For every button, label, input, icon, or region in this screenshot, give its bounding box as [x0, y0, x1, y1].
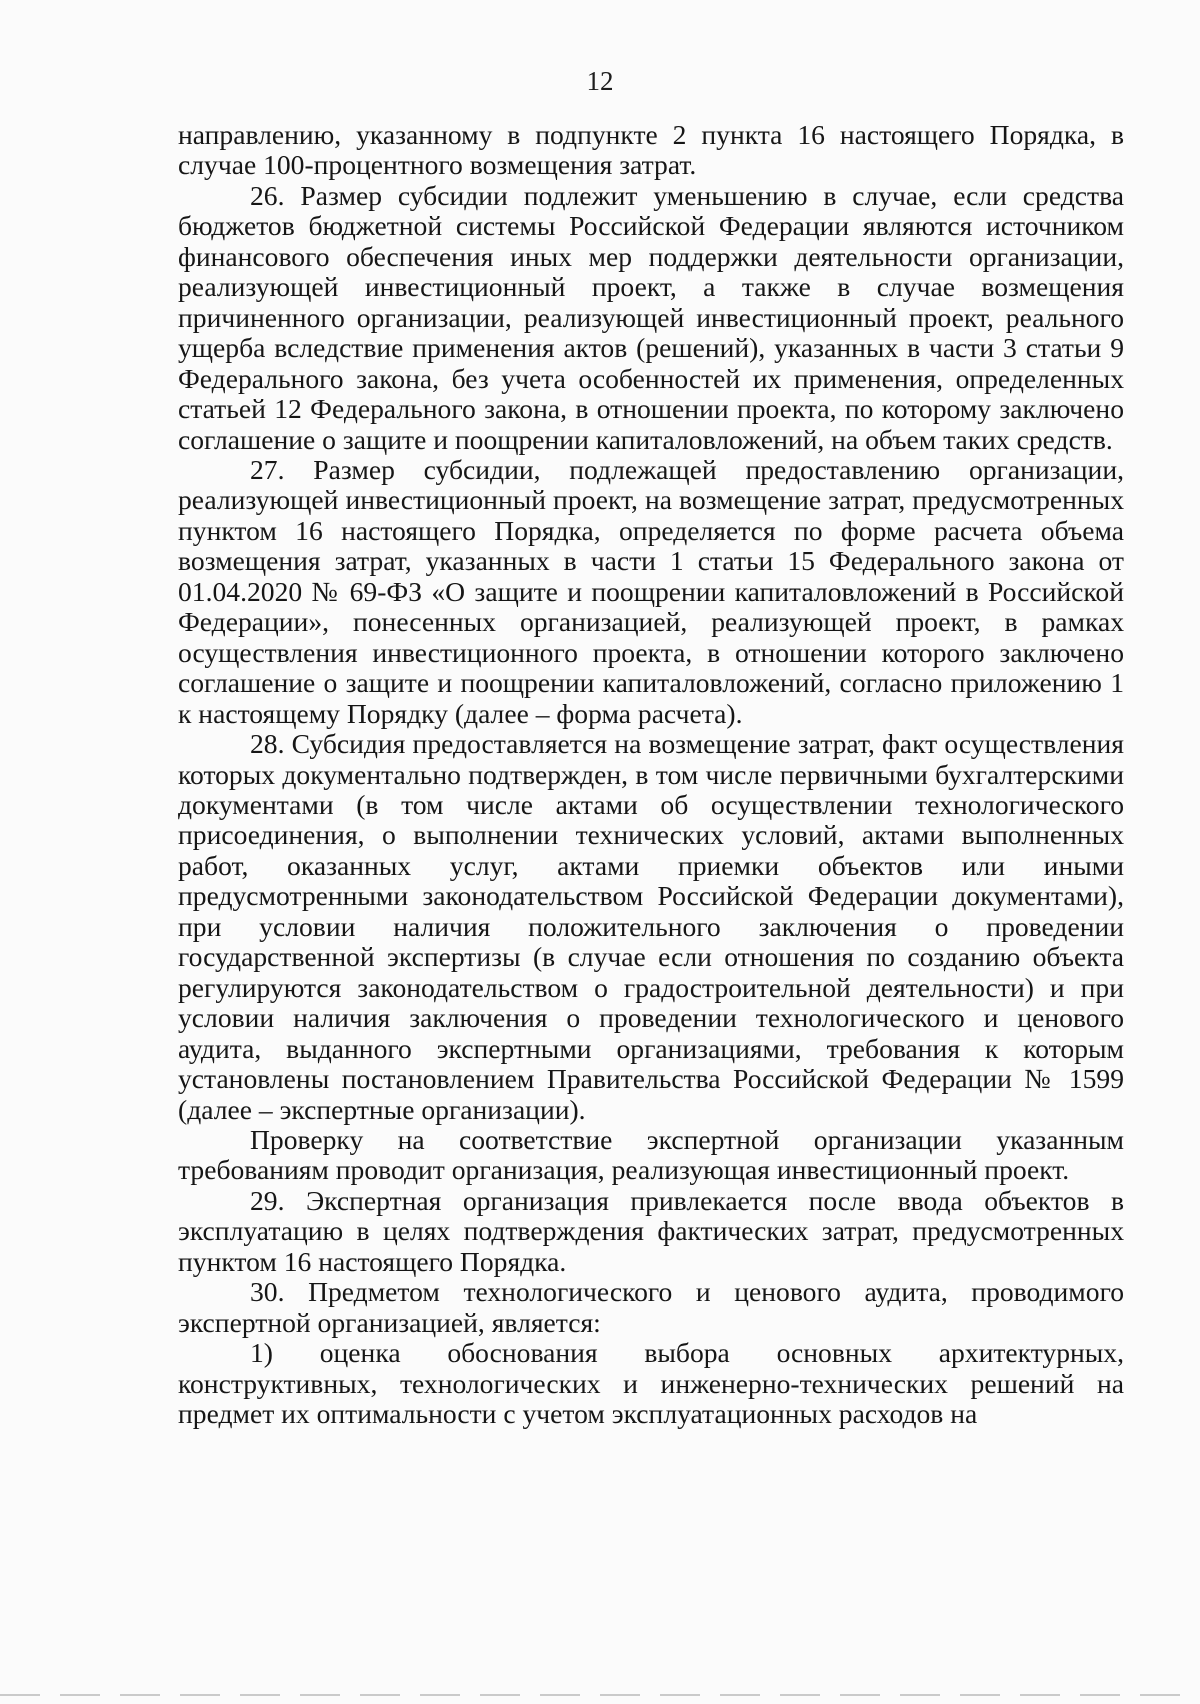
- page-number: 12: [586, 66, 614, 96]
- paragraph-item-26: 26. Размер субсидии подлежит уменьшению в случае, если средства бюджетов бюджетной системы Российской Федерации являются источником финансового обеспечения иных мер поддержки деятельности организации, реализующей инвестиционный проект, а также в случае возмещения причиненного организации, реализующей инвестиционный проект, реального ущерба вследствие применения актов (решений), указанных в части 3 статьи 9 Федерального закона, без учета особенностей их применения, определенных статьей 12 Федерального закона, в отношении проекта, по которому заключено соглашение о защите и поощрении капиталовложений, на объем таких средств.: [178, 179, 1124, 455]
- scan-bottom-edge: [0, 1694, 1200, 1696]
- paragraph-continuation: направлению, указанному в подпункте 2 пункта 16 настоящего Порядка, в случае 100-процентного возмещения затрат.: [178, 119, 1124, 181]
- paragraph-item-29: 29. Экспертная организация привлекается после ввода объектов в эксплуатацию в целях подтверждения фактических затрат, предусмотренных пунктом 16 настоящего Порядка.: [178, 1184, 1124, 1277]
- paragraph-subitem-1: 1) оценка обоснования выбора основных архитектурных, конструктивных, технологических и инженерно-технических решений на предмет их оптимальности с учетом эксплуатационных расходов на: [178, 1337, 1124, 1430]
- paragraph-item-28: 28. Субсидия предоставляется на возмещение затрат, факт осуществления которых документально подтвержден, в том числе первичными бухгалтерскими документами (в том числе актами об осуществлении технологического присоединения, о выполнении технических условий, актами выполненных работ, оказанных услуг, актами приемки объектов или иными предусмотренными законодательством Российской Федерации документами), при условии наличия положительного заключения о проведении государственной экспертизы (в случае если отношения по созданию объекта регулируются законодательством о градостроительной деятельности) и при условии наличия заключения о проведении технологического и ценового аудита, выданного экспертными организациями, требования к которым установлены постановлением Правительства Российской Федерации № 1599 (далее – экспертные организации).: [178, 728, 1124, 1125]
- paragraph-item-27: 27. Размер субсидии, подлежащей предоставлению организации, реализующей инвестиционный проект, на возмещение затрат, предусмотренных пунктом 16 настоящего Порядка, определяется по форме расчета объема возмещения затрат, указанных в части 1 статьи 15 Федерального закона от 01.04.2020 № 69-ФЗ «О защите и поощрении капиталовложений в Российской Федерации», понесенных организацией, реализующей проект, в рамках осуществления инвестиционного проекта, в отношении которого заключено соглашение о защите и поощрении капиталовложений, согласно приложению 1 к настоящему Порядку (далее – форма расчета).: [178, 453, 1124, 729]
- paragraph-expert-check: Проверку на соответствие экспертной организации указанным требованиям проводит организация, реализующая инвестиционный проект.: [178, 1123, 1124, 1186]
- paragraph-item-30: 30. Предметом технологического и ценового аудита, проводимого экспертной организацией, является:: [178, 1276, 1124, 1338]
- document-body: [178, 120, 1124, 1429]
